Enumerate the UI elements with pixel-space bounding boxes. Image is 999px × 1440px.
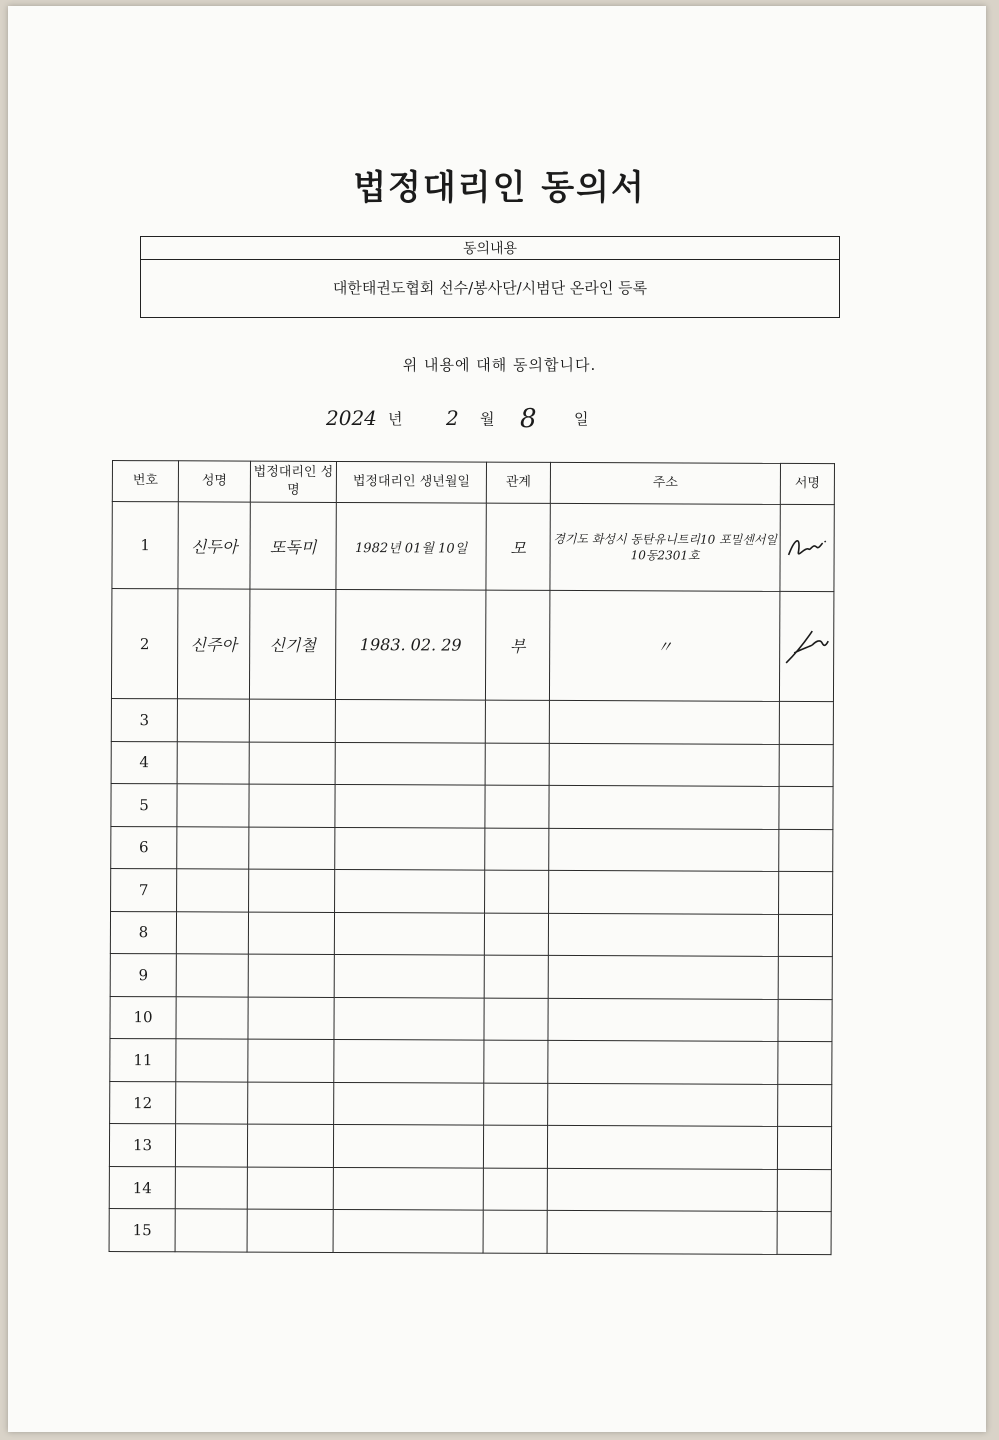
table-row [111, 589, 833, 702]
table-row [110, 911, 832, 957]
header-number: 번호 [112, 461, 178, 502]
header-guardian-name: 법정대리인 성명 [250, 461, 336, 502]
row-number: 10 [110, 996, 176, 1039]
date-day-label: 일 [574, 410, 589, 428]
row-number: 13 [109, 1124, 175, 1167]
address: 경기도 화성시 동탄유니트리10 포밀센서일 10동2301호 [550, 503, 780, 591]
table-row [111, 784, 833, 830]
row-number: 5 [111, 784, 177, 827]
date-month-label: 월 [480, 410, 495, 428]
row-number: 3 [111, 698, 177, 741]
handwritten-signature [784, 529, 830, 563]
row-number: 8 [110, 911, 176, 954]
consent-header: 동의내용 [141, 237, 839, 260]
signature-cell [780, 504, 834, 592]
header-name: 성명 [178, 461, 250, 502]
handwritten-signature [782, 623, 832, 667]
table-row [110, 1039, 832, 1085]
row-number: 6 [111, 826, 177, 869]
table-row [110, 1081, 832, 1127]
header-relation: 관계 [486, 462, 550, 503]
address: 〃 [549, 591, 779, 702]
header-address: 주소 [550, 462, 780, 504]
guardian-birthdate: 1982년 01월 10일 [336, 502, 486, 590]
row-number: 1 [112, 502, 178, 590]
table-row [111, 741, 833, 787]
student-name: 신주아 [177, 589, 249, 699]
row-number: 7 [111, 869, 177, 912]
table-row [112, 502, 834, 592]
agreement-statement: 위 내용에 대해 동의합니다. [402, 356, 597, 374]
date-year: 2024 [326, 406, 377, 430]
signature-cell [779, 592, 833, 702]
table-row [109, 1124, 831, 1170]
table-row [111, 869, 833, 915]
table-row [109, 1209, 831, 1255]
row-number: 14 [109, 1166, 175, 1209]
row-number: 11 [110, 1039, 176, 1082]
row-number: 2 [111, 589, 177, 699]
guardian-name: 또독미 [250, 502, 336, 590]
table-row [111, 698, 833, 744]
date-month: 2 [446, 406, 459, 430]
guardian-birthdate: 1983. 02. 29 [335, 590, 485, 700]
row-number: 9 [110, 954, 176, 997]
document-title: 법정대리인 동의서 [353, 168, 646, 208]
date-year-label: 년 [388, 410, 403, 428]
row-number: 15 [109, 1209, 175, 1252]
relation: 모 [486, 503, 550, 591]
table-row [111, 826, 833, 872]
guardian-name: 신기철 [249, 589, 335, 699]
row-number: 4 [111, 741, 177, 784]
date-line [0, 400, 999, 440]
row-number: 12 [110, 1081, 176, 1124]
table-row [109, 1166, 831, 1212]
student-name: 신두아 [178, 502, 250, 590]
consent-box [140, 236, 840, 318]
table-header-row [112, 461, 834, 505]
guardian-table [109, 460, 835, 1255]
header-guardian-birthdate: 법정대리인 생년월일 [336, 461, 486, 503]
table-row [110, 954, 832, 1000]
date-day: 8 [520, 404, 537, 434]
table-row [110, 996, 832, 1042]
header-signature: 서명 [780, 463, 834, 504]
relation: 부 [485, 590, 549, 700]
consent-content: 대한태권도협회 선수/봉사단/시범단 온라인 등록 [332, 279, 648, 297]
